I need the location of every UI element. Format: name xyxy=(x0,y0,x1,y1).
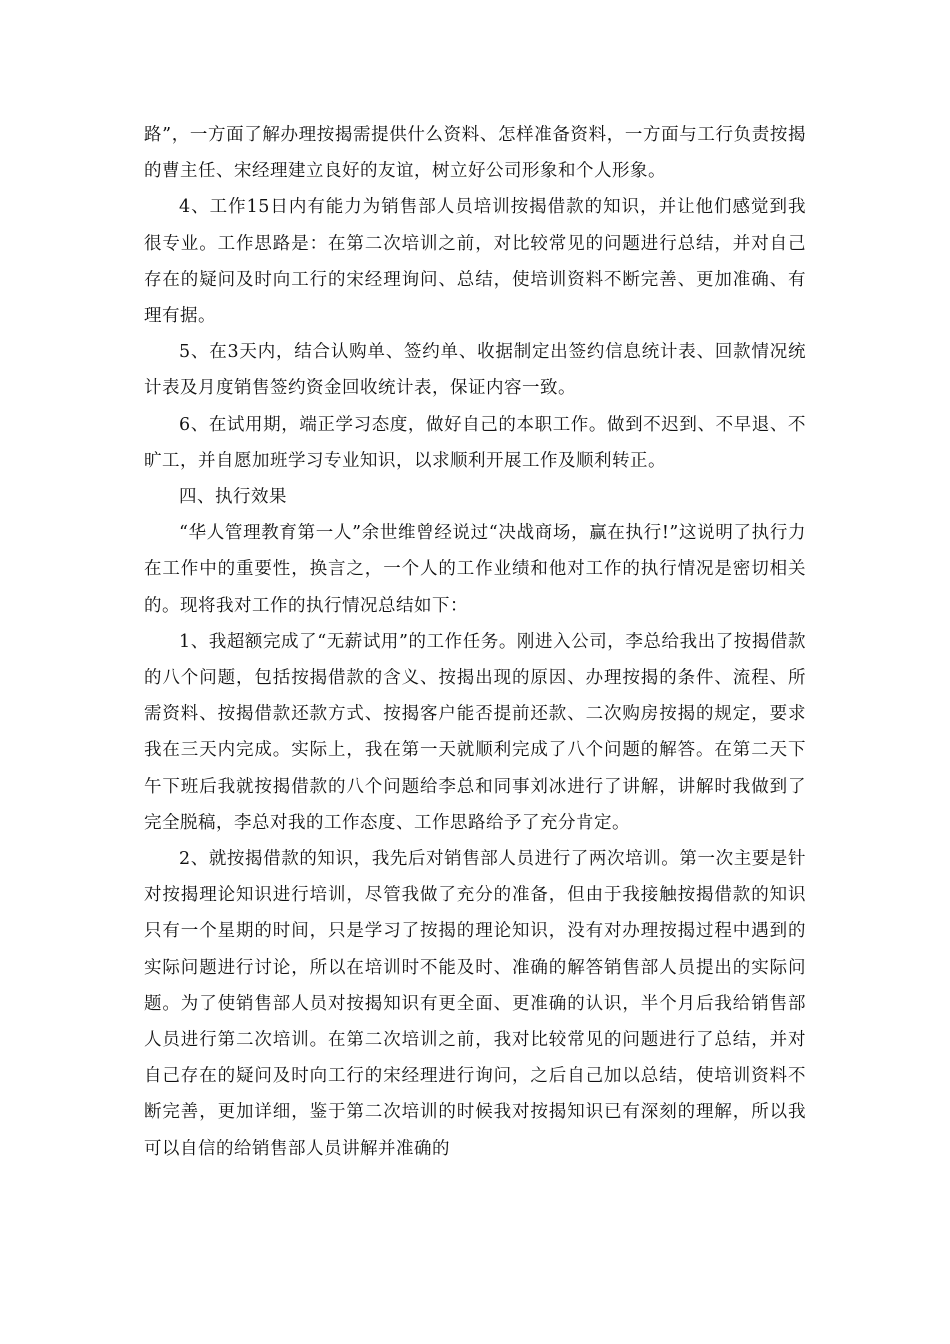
section-heading-execution-results: 四、执行效果 xyxy=(179,487,287,508)
paragraph-item-4: 4、工作15日内有能力为销售部人员培训按揭借款的知识，并让他们感觉到我很专业。工作思路是：在第二次培训之前，对比较常见的问题进行总结，并对自己存在的疑问及时向工行的宋经理询问、总结，使培训资料不断完善、更加准确、有理有据。 xyxy=(144,197,806,327)
document-body xyxy=(144,117,806,1167)
paragraph-result-1: 1、我超额完成了“无薪试用”的工作任务。刚进入公司，李总给我出了按揭借款的八个问题，包括按揭借款的含义、按揭出现的原因、办理按揭的条件、流程、所需资料、按揭借款还款方式、按揭客户能否提前还款、二次购房按揭的规定，要求我在三天内完成。实际上，我在第一天就顺利完成了八个问题的解答。在第二天下午下班后我就按揭借款的八个问题给李总和同事刘冰进行了讲解，讲解时我做到了完全脱稿，李总对我的工作态度、工作思路给予了充分肯定。 xyxy=(144,631,806,833)
paragraph-continuation: 路”，一方面了解办理按揭需提供什么资料、怎样准备资料，一方面与工行负责按揭的曹主任、宋经理建立良好的友谊，树立好公司形象和个人形象。 xyxy=(144,125,806,182)
paragraph-item-6: 6、在试用期，端正学习态度，做好自己的本职工作。做到不迟到、不早退、不旷工，并自愿加班学习专业知识，以求顺利开展工作及顺利转正。 xyxy=(144,414,806,471)
paragraph-execution-intro: “华人管理教育第一人”余世维曾经说过“决战商场，赢在执行!”这说明了执行力在工作中的重要性，换言之，一个人的工作业绩和他对工作的执行情况是密切相关的。现将我对工作的执行情况总结如下： xyxy=(144,523,806,616)
paragraph-result-2: 2、就按揭借款的知识，我先后对销售部人员进行了两次培训。第一次主要是针对按揭理论知识进行培训，尽管我做了充分的准备，但由于我接触按揭借款的知识只有一个星期的时间，只是学习了按揭的理论知识，没有对办理按揭过程中遇到的实际问题进行讨论，所以在培训时不能及时、准确的解答销售部人员提出的实际问题。为了使销售部人员对按揭知识有更全面、更准确的认识，半个月后我给销售部人员进行第二次培训。在第二次培训之前，我对比较常见的问题进行了总结，并对自己存在的疑问及时向工行的宋经理进行询问，之后自己加以总结，使培训资料不断完善，更加详细，鉴于第二次培训的时候我对按揭知识已有深刻的理解，所以我可以自信的给销售部人员讲解并准确的 xyxy=(144,849,806,1159)
paragraph-item-5: 5、在3天内，结合认购单、签约单、收据制定出签约信息统计表、回款情况统计表及月度销售签约资金回收统计表，保证内容一致。 xyxy=(144,342,806,399)
